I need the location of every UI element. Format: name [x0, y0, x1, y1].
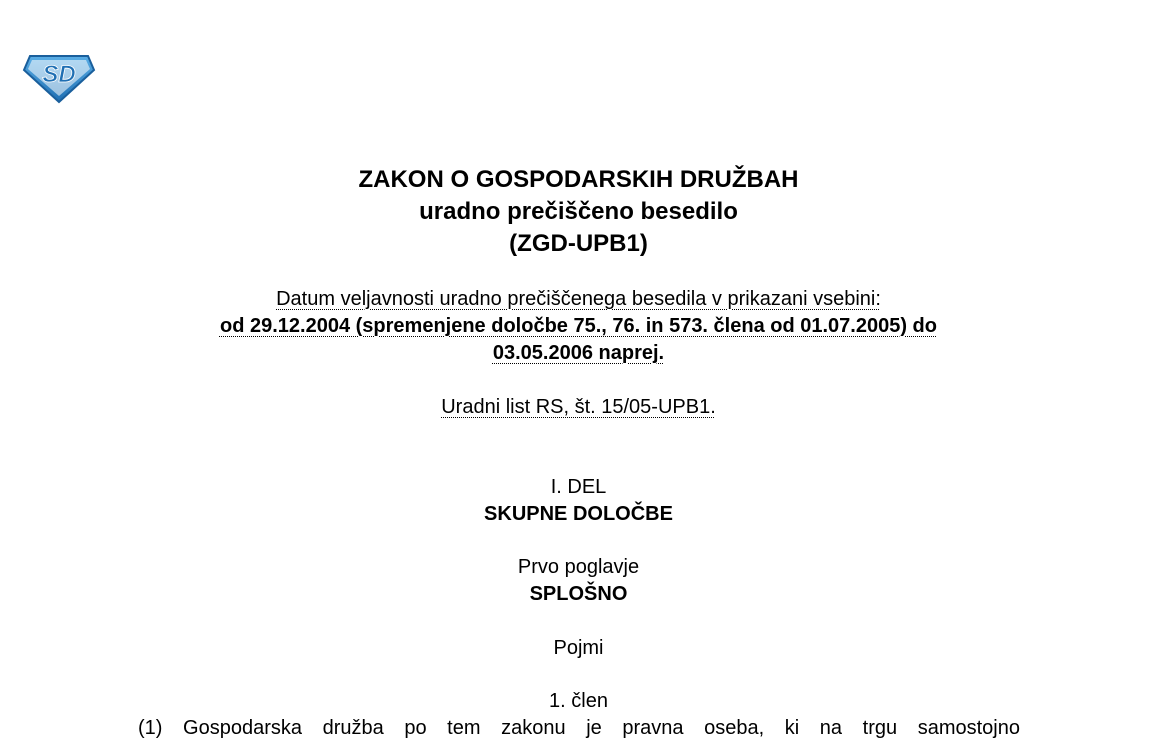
svg-text:SD: SD: [42, 61, 76, 88]
chapter-name: SPLOŠNO: [529, 583, 628, 605]
validity-label-text[interactable]: Datum veljavnosti uradno prečiščenega besedila v prikazani vsebini:: [276, 288, 881, 310]
part-name: SKUPNE DOLOČBE: [484, 503, 673, 525]
validity-dates-link[interactable]: [0, 313, 1157, 340]
article-number: 1. člen: [549, 690, 608, 712]
gazette-link[interactable]: [0, 394, 1157, 421]
law-subtitle: uradno prečiščeno besedilo: [419, 198, 738, 225]
chapter-number: Prvo poglavje: [517, 556, 640, 578]
validity-end-text[interactable]: 03.05.2006 naprej.: [492, 342, 665, 364]
sd-shield-logo: [22, 48, 96, 104]
validity-end-link[interactable]: [0, 340, 1157, 367]
gazette-text[interactable]: Uradni list RS, št. 15/05-UPB1.: [441, 396, 716, 418]
validity-label-link[interactable]: [0, 286, 1157, 313]
law-abbreviation: (ZGD-UPB1): [509, 230, 648, 257]
article-paragraph: (1) Gospodarska družba po tem zakonu je pravna oseba, ki na trgu samostojno: [138, 717, 1020, 739]
validity-dates-text[interactable]: od 29.12.2004 (spremenjene določbe 75., 76. in 573. člena od 01.07.2005) do: [219, 315, 937, 337]
section-title: Pojmi: [553, 637, 604, 659]
part-number: I. DEL: [550, 476, 607, 498]
law-title: ZAKON O GOSPODARSKIH DRUŽBAH: [358, 166, 799, 193]
